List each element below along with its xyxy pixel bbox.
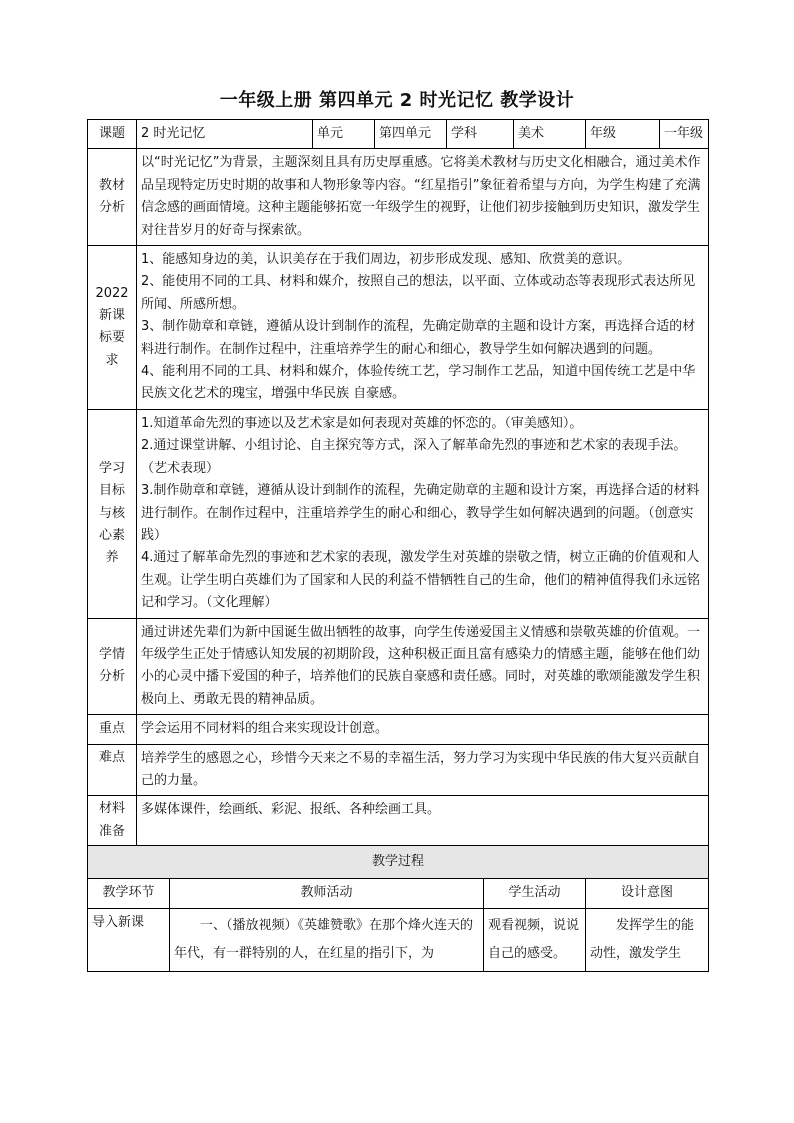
materials-label: 材料 准备 [88, 796, 137, 846]
difficulty-label: 难点 [88, 744, 137, 796]
process-heading-row [88, 846, 709, 879]
lesson-plan-table [87, 119, 709, 972]
process-stage: 导入新课 [88, 908, 170, 971]
meta-row [88, 120, 709, 149]
standard-item: 2、能使用不同的工具、材料和媒介，按照自己的想法，以平面、立体或动态等表现形式表达所见所闻、所感所想。 [141, 274, 696, 312]
textbook-analysis-row [88, 149, 709, 246]
materials-row [88, 796, 709, 846]
process-heading: 教学过程 [88, 846, 709, 879]
difficulty-text: 培养学生的感恩之心，珍惜今天来之不易的幸福生活，努力学习为实现中华民族的伟大复兴贡献自己的力量。 [137, 744, 709, 796]
materials-text: 多媒体课件，绘画纸、彩泥、报纸、各种绘画工具。 [137, 796, 709, 846]
learner-analysis-row [88, 618, 709, 715]
learner-analysis-text: 通过讲述先辈们为新中国诞生做出牺牲的故事，向学生传递爱国主义情感和崇敬英雄的价值观。一年级学生正处于情感认知发展的初期阶段，这种积极正面且富有感染力的情感主题，能够在他们幼小的心灵中播下爱国的种子，培养他们的民族自豪感和责任感。同时，对英雄的歌颂能激发学生积极向上、勇敢无畏的精神品质。 [137, 618, 709, 715]
grade-label: 年级 [586, 120, 660, 149]
objective-item: 4.通过了解革命先烈的事迹和艺术家的表现，激发学生对英雄的崇敬之情，树立正确的价值观和人生观。让学生明白英雄们为了国家和人民的利益不惜牺牲自己的生命，他们的精神值得我们永远铭记和学习。（文化理解） [141, 550, 701, 611]
objective-item: 1.知道革命先烈的事迹以及艺术家是如何表现对英雄的怀恋的。（审美感知）。 [141, 415, 583, 431]
standard-item: 4、能利用不同的工具、材料和媒介，体验传统工艺，学习制作工艺品，知道中国传统工艺是中华民族文化艺术的瑰宝，增强中华民族 自豪感。 [141, 364, 696, 402]
curriculum-standard-label: 2022 新课 标要 求 [88, 246, 137, 410]
unit-label: 单元 [313, 120, 375, 149]
standard-item: 3、制作勋章和章链，遵循从设计到制作的流程，先确定勋章的主题和设计方案，再选择合适的材料进行制作。在制作过程中，注重培养学生的耐心和细心，教导学生如何解决遇到的问题。 [141, 319, 696, 357]
subject-value: 美术 [514, 120, 586, 149]
process-design-intent: 发挥学生的能动性，激发学生 [586, 908, 709, 971]
learner-analysis-label: 学情 分析 [88, 618, 137, 715]
column-header-student: 学生活动 [484, 879, 586, 908]
learning-objectives-content [137, 409, 709, 618]
column-header-intent: 设计意图 [586, 879, 709, 908]
column-header-teacher: 教师活动 [170, 879, 484, 908]
curriculum-standard-content [137, 246, 709, 410]
process-student-activity: 观看视频，说说自己的感受。 [484, 908, 586, 971]
objective-item: 2.通过课堂讲解、小组讨论、自主探究等方式，深入了解革命先烈的事迹和艺术家的表现手法。（艺术表现） [141, 438, 687, 476]
unit-value: 第四单元 [375, 120, 447, 149]
document-title: 一年级上册 第四单元 2 时光记忆 教学设计 [219, 90, 575, 111]
key-point-label: 重点 [88, 715, 137, 744]
subject-label: 学科 [447, 120, 514, 149]
textbook-analysis-label: 教材 分析 [88, 149, 137, 246]
process-teacher-activity: 一、（播放视频）《英雄赞歌》在那个烽火连天的年代，有一群特别的人，在红星的指引下，为 [170, 908, 484, 971]
textbook-analysis-text: 以“时光记忆”为背景，主题深刻且具有历史厚重感。它将美术教材与历史文化相融合，通过美术作品呈现特定历史时期的故事和人物形象等内容。“红星指引”象征着希望与方向，为学生构建了充满信念感的画面情境。这种主题能够拓宽一年级学生的视野，让他们初步接触到历史知识，激发学生对往昔岁月的好奇与探索欲。 [137, 149, 709, 246]
standard-item: 1、能感知身边的美，认识美存在于我们周边，初步形成发现、感知、欣赏美的意识。 [141, 252, 631, 268]
lesson-value: 2 时光记忆 [137, 120, 313, 149]
difficulty-row [88, 744, 709, 796]
key-point-row [88, 715, 709, 744]
objective-item: 3.制作勋章和章链，遵循从设计到制作的流程，先确定勋章的主题和设计方案，再选择合适的材料进行制作。在制作过程中，注重培养学生的耐心和细心，教导学生如何解决遇到的问题。（创意实践） [141, 483, 700, 543]
process-row [88, 908, 709, 971]
column-header-stage: 教学环节 [88, 879, 170, 908]
key-point-text: 学会运用不同材料的组合来实现设计创意。 [137, 715, 709, 744]
lesson-label: 课题 [88, 120, 137, 149]
curriculum-standard-row [88, 246, 709, 410]
learning-objectives-label: 学习 目标 与核 心素 养 [88, 409, 137, 618]
process-columns-row [88, 879, 709, 908]
learning-objectives-row [88, 409, 709, 618]
grade-value: 一年级 [660, 120, 709, 149]
